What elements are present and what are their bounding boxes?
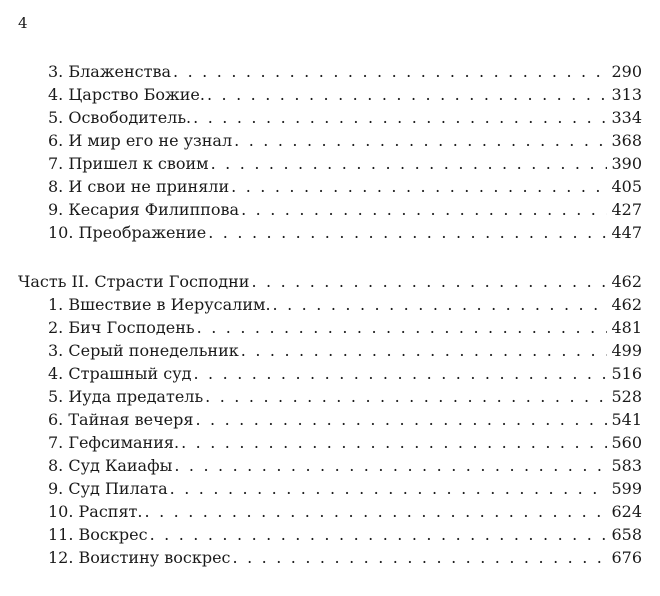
toc-entry-page: 624 — [611, 502, 642, 521]
toc-entry[interactable] — [48, 61, 642, 83]
toc-entry[interactable] — [48, 130, 642, 152]
toc-entry-page: 516 — [611, 364, 642, 383]
dot-leader — [195, 409, 607, 431]
toc-entry[interactable] — [48, 222, 642, 244]
dot-leader — [170, 478, 608, 500]
toc-entry[interactable] — [48, 409, 642, 431]
toc-entry-title: 7. Гефсимания. — [48, 433, 180, 452]
toc-entry-page: 334 — [611, 108, 642, 127]
dot-leader — [174, 455, 607, 477]
dot-leader — [173, 61, 607, 83]
toc-entry[interactable] — [48, 547, 642, 569]
toc-entry[interactable] — [48, 317, 642, 339]
toc-entry-page: 462 — [611, 295, 642, 314]
dot-leader — [208, 222, 607, 244]
toc-entry-title: 5. Освободитель. — [48, 108, 192, 127]
toc-entry-title: 11. Воскрес — [48, 525, 148, 544]
toc-entry[interactable] — [48, 107, 642, 129]
toc-entry-page: 658 — [611, 525, 642, 544]
dot-leader — [145, 501, 608, 523]
toc-entry-title: 9. Суд Пилата — [48, 479, 168, 498]
toc-part-title: Часть II. Страсти Господни — [18, 272, 250, 291]
toc-entry-page: 599 — [611, 479, 642, 498]
toc-entry[interactable] — [48, 199, 642, 221]
toc-entry-title: 4. Царство Божие. — [48, 85, 205, 104]
dot-leader — [205, 386, 607, 408]
toc-entry-page: 481 — [611, 318, 642, 337]
toc-entry-page: 427 — [611, 200, 642, 219]
dot-leader — [233, 547, 608, 569]
toc-entry-title: 7. Пришел к своим — [48, 154, 209, 173]
dot-leader — [211, 153, 608, 175]
dot-leader — [193, 363, 607, 385]
toc-entry-title: 8. И свои не приняли — [48, 177, 230, 196]
toc-entry-title: 3. Серый понедельник — [48, 341, 239, 360]
dot-leader — [241, 340, 608, 362]
dot-leader — [231, 176, 607, 198]
toc-entry-title: 3. Блаженства — [48, 62, 172, 81]
toc-entry[interactable] — [48, 501, 642, 523]
toc-entry-page: 290 — [611, 62, 642, 81]
toc-entry[interactable] — [48, 84, 642, 106]
dot-leader — [197, 317, 608, 339]
toc-entry[interactable] — [48, 153, 642, 175]
toc-entry-title: 4. Страшный суд — [48, 364, 192, 383]
toc-entry-page: 405 — [611, 177, 642, 196]
dot-leader — [241, 199, 607, 221]
toc-entry-title: 1. Вшествие в Иерусалим. — [48, 295, 271, 314]
dot-leader — [193, 107, 607, 129]
toc-entry-title: 5. Иуда предатель — [48, 387, 204, 406]
dot-leader — [181, 432, 607, 454]
toc-entry-title: 8. Суд Каиафы — [48, 456, 173, 475]
toc-entry-title: 10. Преображение — [48, 223, 207, 242]
toc-entry-title: 9. Кесария Филиппова — [48, 200, 240, 219]
toc-entry[interactable] — [48, 455, 642, 477]
toc-entry-page: 499 — [611, 341, 642, 360]
toc-part-page: 462 — [611, 272, 642, 291]
toc-entry-page: 583 — [611, 456, 642, 475]
toc-entry-title: 6. Тайная вечеря — [48, 410, 194, 429]
toc-entry-page: 560 — [611, 433, 642, 452]
toc-entry[interactable] — [48, 432, 642, 454]
toc-entry[interactable] — [48, 363, 642, 385]
dot-leader — [251, 271, 607, 293]
dot-leader — [150, 524, 608, 546]
toc-entry-page: 313 — [611, 85, 642, 104]
dot-leader — [234, 130, 607, 152]
toc-entry-page: 390 — [611, 154, 642, 173]
toc-entry-page: 541 — [611, 410, 642, 429]
toc-entry-title: 2. Бич Господень — [48, 318, 195, 337]
toc-entry[interactable] — [48, 524, 642, 546]
toc-entry-title: 12. Воистину воскрес — [48, 548, 231, 567]
toc-entry[interactable] — [48, 478, 642, 500]
dot-leader — [207, 84, 608, 106]
toc-entry-page: 447 — [611, 223, 642, 242]
page-number: 4 — [18, 14, 28, 32]
toc-entry-title: 10. Распят. — [48, 502, 143, 521]
toc-entry-page: 368 — [611, 131, 642, 150]
toc-entry[interactable] — [48, 176, 642, 198]
toc-entry-title: 6. И мир его не узнал — [48, 131, 233, 150]
toc-entry[interactable] — [48, 386, 642, 408]
dot-leader — [273, 294, 608, 316]
toc-entry-page: 676 — [611, 548, 642, 567]
toc-entry[interactable] — [48, 294, 642, 316]
toc-entry[interactable] — [48, 340, 642, 362]
toc-entry-page: 528 — [611, 387, 642, 406]
toc-part-heading[interactable] — [18, 271, 642, 293]
